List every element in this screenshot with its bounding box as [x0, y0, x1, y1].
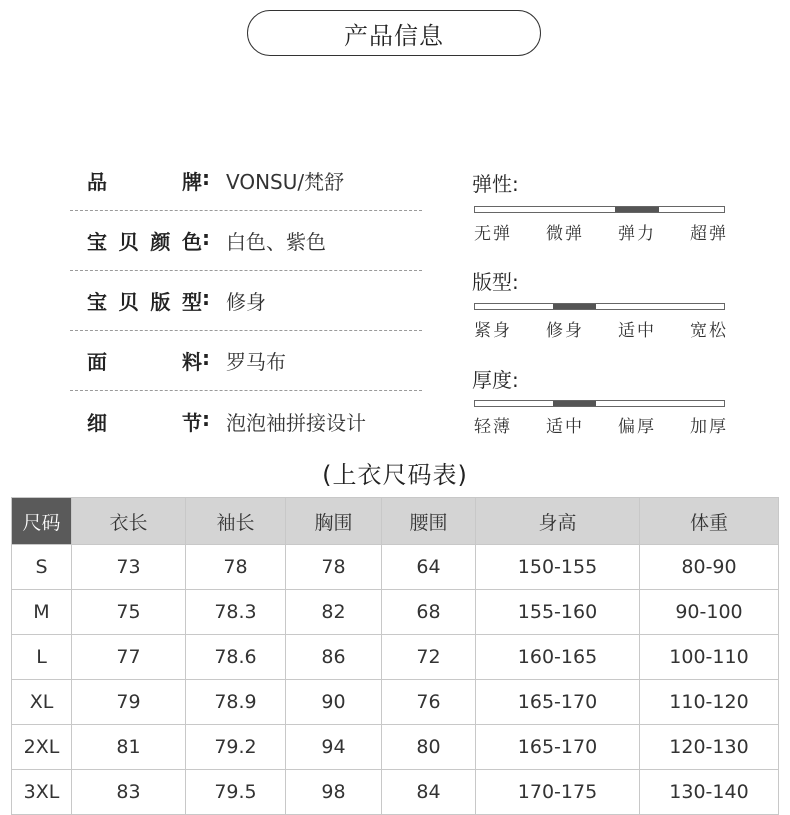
scale-option: 超弹	[690, 224, 728, 244]
scale-labels-elasticity	[474, 219, 728, 244]
scale-title-elasticity: 弹性:	[472, 172, 519, 196]
table-cell: 130-140	[640, 770, 779, 815]
table-cell: 110-120	[640, 680, 779, 725]
table-cell: 170-175	[476, 770, 640, 815]
info-label-fabric: 面 料 :	[87, 346, 210, 374]
info-row-color	[70, 211, 422, 271]
table-cell: 94	[286, 725, 382, 770]
info-row-brand	[70, 151, 422, 211]
scale-selected-segment	[553, 304, 597, 309]
scale-option: 轻薄	[474, 417, 512, 437]
table-cell: S	[12, 545, 72, 590]
column-header: 衣长	[72, 498, 186, 545]
table-cell: L	[12, 635, 72, 680]
table-cell: 68	[382, 590, 476, 635]
info-label-char: 宝	[87, 230, 107, 254]
table-cell: 80-90	[640, 545, 779, 590]
info-label-text	[87, 166, 202, 195]
scale-option: 加厚	[690, 417, 728, 437]
info-label-text	[87, 407, 202, 436]
info-row-fabric	[70, 331, 422, 391]
info-label-char: 贝	[118, 290, 139, 314]
table-row	[12, 590, 779, 635]
info-label-text	[87, 226, 202, 255]
info-label-char: 节	[182, 410, 202, 435]
table-cell: 76	[382, 680, 476, 725]
table-cell: 150-155	[476, 545, 640, 590]
table-cell: 165-170	[476, 680, 640, 725]
table-cell: 78.6	[186, 635, 286, 680]
info-label-color: 宝 贝 颜 色 :	[87, 226, 210, 254]
scale-option: 弹力	[618, 224, 656, 244]
info-label-char: 贝	[118, 230, 139, 254]
scale-selected-segment	[615, 207, 659, 212]
table-cell: 90-100	[640, 590, 779, 635]
scale-option: 紧身	[474, 321, 512, 341]
info-row-fit	[70, 271, 422, 331]
column-header: 袖长	[186, 498, 286, 545]
info-label-text	[87, 286, 202, 315]
table-cell: 160-165	[476, 635, 640, 680]
info-value-fabric: 罗马布	[226, 350, 286, 374]
scale-bar-thickness	[474, 400, 725, 407]
table-cell: 79.2	[186, 725, 286, 770]
table-cell: 79	[72, 680, 186, 725]
info-value-brand: VONSU/梵舒	[226, 170, 345, 194]
table-cell: 73	[72, 545, 186, 590]
table-cell: 77	[72, 635, 186, 680]
section-title: 产品信息	[344, 21, 444, 50]
table-cell: 120-130	[640, 725, 779, 770]
table-row	[12, 635, 779, 680]
table-cell: 79.5	[186, 770, 286, 815]
table-cell: 98	[286, 770, 382, 815]
size-table	[11, 497, 779, 815]
section-title-pill	[247, 10, 541, 56]
scale-option: 无弹	[474, 224, 512, 244]
table-cell: 2XL	[12, 725, 72, 770]
scale-option: 修身	[546, 321, 584, 341]
info-label-char: 料	[182, 350, 202, 374]
table-row	[12, 680, 779, 725]
table-cell: M	[12, 590, 72, 635]
table-cell: 80	[382, 725, 476, 770]
size-table-title: (上衣尺码表)	[322, 461, 468, 489]
table-cell: 83	[72, 770, 186, 815]
info-value-fit: 修身	[226, 290, 266, 314]
table-cell: 82	[286, 590, 382, 635]
info-label-detail: 细 节 :	[87, 406, 210, 435]
table-cell: 78.3	[186, 590, 286, 635]
table-cell: 78	[186, 545, 286, 590]
table-row	[12, 725, 779, 770]
info-label-brand: 品 牌 :	[87, 166, 210, 194]
scale-option: 微弹	[546, 224, 584, 244]
scale-selected-segment	[553, 401, 597, 406]
scale-bar-fit	[474, 303, 725, 310]
info-label-char: 颜	[150, 230, 171, 254]
scale-option: 偏厚	[618, 417, 656, 437]
table-cell: XL	[12, 680, 72, 725]
info-label-char: 品	[87, 170, 107, 194]
info-label-char: 色	[181, 230, 202, 254]
table-cell: 165-170	[476, 725, 640, 770]
table-cell: 78	[286, 545, 382, 590]
info-label-char: 宝	[87, 290, 107, 314]
info-value-color: 白色、紫色	[226, 230, 326, 254]
info-value-detail: 泡泡袖拼接设计	[226, 410, 366, 435]
table-cell: 64	[382, 545, 476, 590]
column-header: 腰围	[382, 498, 476, 545]
info-label-char: 面	[87, 350, 107, 374]
info-label-char: 型	[181, 290, 202, 314]
table-cell: 84	[382, 770, 476, 815]
table-cell: 90	[286, 680, 382, 725]
scale-title-fit: 版型:	[472, 270, 519, 294]
info-label-text	[87, 346, 202, 375]
column-header: 胸围	[286, 498, 382, 545]
scale-option: 适中	[618, 321, 656, 341]
info-label-char: 牌	[182, 170, 202, 194]
info-label-char: 版	[150, 290, 171, 314]
scale-title-thickness: 厚度:	[472, 368, 519, 392]
scale-labels-fit	[474, 316, 728, 341]
table-cell: 155-160	[476, 590, 640, 635]
table-cell: 75	[72, 590, 186, 635]
scale-option: 适中	[546, 417, 584, 437]
table-cell: 72	[382, 635, 476, 680]
table-row	[12, 770, 779, 815]
column-header: 身高	[476, 498, 640, 545]
table-cell: 3XL	[12, 770, 72, 815]
info-label-char: 细	[87, 410, 107, 435]
table-cell: 78.9	[186, 680, 286, 725]
scale-bar-elasticity	[474, 206, 725, 213]
scale-option: 宽松	[690, 321, 728, 341]
info-row-detail	[70, 391, 422, 451]
info-label-fit: 宝 贝 版 型 :	[87, 286, 210, 314]
table-cell: 100-110	[640, 635, 779, 680]
table-row	[12, 545, 779, 590]
size-table-header-row	[12, 498, 779, 545]
column-header: 尺码	[12, 498, 72, 545]
table-cell: 81	[72, 725, 186, 770]
scale-labels-thickness	[474, 412, 728, 437]
column-header: 体重	[640, 498, 779, 545]
table-cell: 86	[286, 635, 382, 680]
